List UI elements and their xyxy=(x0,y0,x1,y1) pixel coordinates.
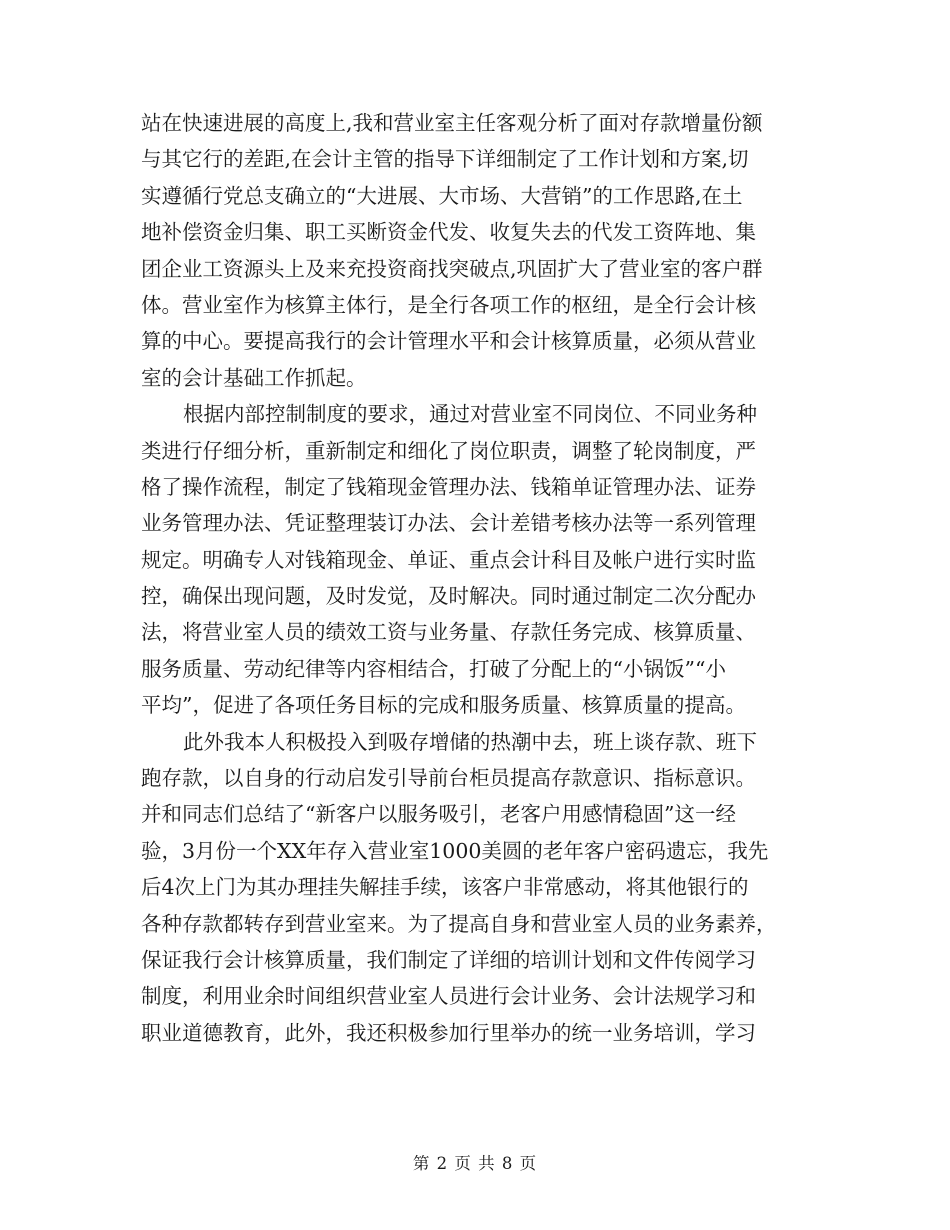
text-line: 控，确保出现问题，及时发觉，及时解决。同时通过制定二次分配办 xyxy=(141,584,756,609)
text-line: 各种存款都转存到营业室来。为了提高自身和营业室人员的业务素养， xyxy=(141,911,777,936)
text-line: 此外我本人积极投入到吸存增储的热潮中去，班上谈存款、班下 xyxy=(183,729,757,754)
text-line: 跑存款，以自身的行动启发引导前台柜员提高存款意识、指标意识。 xyxy=(141,766,756,791)
text-line: 与其它行的差距,在会计主管的指导下详细制定了工作计划和方案,切 xyxy=(141,147,749,172)
text-line: 算的中心。要提高我行的会计管理水平和会计核算质量，必须从营业 xyxy=(141,329,756,354)
text-line: 室的会计基础工作抓起。 xyxy=(141,365,367,390)
text-line: 平均”，促进了各项任务目标的完成和服务质量、核算质量的提高。 xyxy=(141,693,746,718)
text-line: 地补偿资金归集、职工买断资金代发、收复失去的代发工资阵地、集 xyxy=(141,220,756,245)
text-line: 后4次上门为其办理挂失解挂手续，该客户非常感动，将其他银行的 xyxy=(141,875,749,900)
text-line: 站在快速进展的高度上,我和营业室主任客观分析了面对存款增量份额 xyxy=(141,111,763,135)
text-line: 实遵循行党总支确立的“大进展、大市场、大营销”的工作思路,在土 xyxy=(141,183,743,208)
text-line: 法，将营业室人员的绩效工资与业务量、存款任务完成、核算质量、 xyxy=(141,620,756,645)
text-line: 保证我行会计核算质量，我们制定了详细的培训计划和文件传阅学习 xyxy=(141,947,756,972)
page-footer: 第 2 页 共 8 页 xyxy=(412,1154,538,1173)
text-line: 制度，利用业余时间组织营业室人员进行会计业务、会计法规学习和 xyxy=(141,984,756,1009)
text-line: 格了操作流程，制定了钱箱现金管理办法、钱箱单证管理办法、证券 xyxy=(141,474,756,499)
text-line: 验，3月份一个XX年存入营业室1000美圆的老年客户密码遗忘，我先 xyxy=(141,838,769,863)
text-line: 团企业工资源头上及来充投资商找突破点,巩固扩大了营业室的客户群 xyxy=(141,256,763,281)
text-line: 并和同志们总结了“新客户以服务吸引，老客户用感情稳固”这一经 xyxy=(141,802,736,827)
body-text xyxy=(141,105,801,1051)
text-line: 规定。明确专人对钱箱现金、单证、重点会计科目及帐户进行实时监 xyxy=(141,547,756,572)
text-line: 业务管理办法、凭证整理装订办法、会计差错考核办法等一系列管理 xyxy=(141,511,756,536)
text-line: 职业道德教育，此外，我还积极参加行里举办的统一业务培训，学习 xyxy=(141,1020,756,1045)
text-line: 体。营业室作为核算主体行，是全行各项工作的枢纽，是全行会计核 xyxy=(141,292,756,317)
text-line: 类进行仔细分析，重新制定和细化了岗位职责，调整了轮岗制度，严 xyxy=(141,438,756,463)
text-line: 根据内部控制制度的要求，通过对营业室不同岗位、不同业务种 xyxy=(183,402,757,427)
text-line: 服务质量、劳动纪律等内容相结合，打破了分配上的“小锅饭”“小 xyxy=(141,656,726,681)
